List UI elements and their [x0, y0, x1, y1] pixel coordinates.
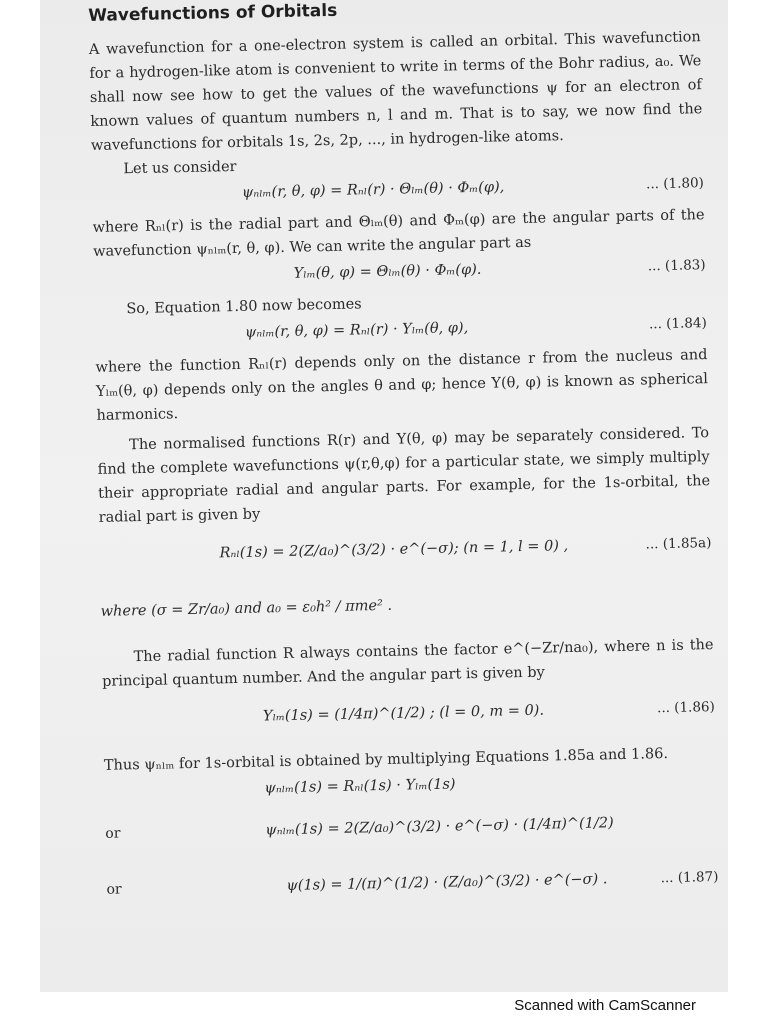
equation-or-expanded-body: ψₙₗₘ(1s) = 2(Z/a₀)^(3/2) · e^(−σ) · (1/4π)^(1/2): [265, 815, 614, 839]
scanner-watermark: Scanned with CamScanner: [514, 997, 696, 1014]
equation-1-85a-body: Rₙₗ(1s) = 2(Z/a₀)^(3/2) · e^(−σ); (n = 1, l = 0) ,: [219, 538, 569, 562]
equation-where-sigma: [100, 577, 713, 642]
equation-1-87-number: ... (1.87): [660, 868, 719, 887]
equation-1-86-number: ... (1.86): [656, 699, 715, 717]
equation-1-84-body: ψₙₗₘ(r, θ, φ) = Rₙₗ(r) · Yₗₘ(θ, φ),: [244, 320, 469, 341]
page-content: [88, 0, 719, 924]
or-label: or: [105, 825, 121, 842]
equation-1-80-number: ... (1.80): [645, 175, 705, 193]
section-title: Wavefunctions of Orbitals: [88, 0, 338, 26]
equation-or-expanded: [105, 799, 718, 864]
equation-1-87-body: ψ(1s) = 1/(π)^(1/2) · (Z/a₀)^(3/2) · e^(−σ) .: [286, 871, 608, 895]
equation-1-84-number: ... (1.84): [648, 315, 707, 333]
equation-1-83-number: ... (1.83): [647, 257, 706, 275]
paragraph-thus-psi: Thus ψₙₗₘ for 1s-orbital is obtained by multiplying Equations 1.85a and 1.86.: [103, 746, 669, 774]
equation-1-85a-number: ... (1.85a): [645, 535, 712, 553]
equation-product-body: ψₙₗₘ(1s) = Rₙₗ(1s) · Yₗₘ(1s): [264, 776, 456, 797]
paragraph-equation-becomes: So, Equation 1.80 now becomes: [126, 296, 362, 318]
paragraph-intro: A wavefunction for a one-electron system is called an orbital. This wavefunction for a hydrogen-like atom is convenient to write in terms of the Bohr radius, a₀. We shall now see how to get the values of the wavefunctions ψ for an electron of known values of quantum numbers n, l and m. That is to say, we now find the wavefunctions for orbitals 1s, 2s, 2p, ..., in hydrogen-like atoms.: [88, 29, 703, 154]
equation-1-87: [106, 855, 719, 920]
equation-1-85a: [99, 521, 712, 586]
paragraph-radial-function: The radial function R always contains the factor e^(−Zr/na₀), where n is the principal quantum number. And the angular part is given by: [101, 637, 714, 690]
equation-where-sigma-body: where (σ = Zr/a₀) and a₀ = ε₀h² / πme² .: [100, 597, 393, 620]
paragraph-normalised-functions: The normalised functions R(r) and Y(θ, φ) may be separately considered. To find the complete wavefunctions ψ(r,θ,φ) for a particular state, we simply multiply their appropriate radial and angular parts. For example, for the 1s-orbital, the radial part is given by: [97, 425, 711, 526]
equation-1-86: [102, 685, 715, 750]
paragraph-spherical-harmonics: where the function Rₙₗ(r) depends only on the distance r from the nucleus and Yₗₘ(θ, φ) depends only on the angles θ and φ; hence Y(θ, φ) is known as spherical harmonics.: [95, 347, 709, 424]
paragraph-radial-angular: where Rₙₗ(r) is the radial part and Θₗₘ(θ) and Φₘ(φ) are the angular parts of the wavefunction ψₙₗₘ(r, θ, φ). We can write the angular part as: [92, 207, 705, 260]
equation-1-80-body: ψₙₗₘ(r, θ, φ) = Rₙₗ(r) · Θₗₘ(θ) · Φₘ(φ),: [241, 179, 505, 201]
equation-1-86-body: Yₗₘ(1s) = (1/4π)^(1/2) ; (l = 0, m = 0).: [262, 702, 545, 725]
paragraph-let-us-consider: Let us consider: [123, 158, 237, 178]
or-label: or: [106, 881, 122, 898]
equation-1-83-body: Yₗₘ(θ, φ) = Θₗₘ(θ) · Φₘ(φ).: [293, 261, 482, 282]
scanned-page: [40, 0, 728, 992]
